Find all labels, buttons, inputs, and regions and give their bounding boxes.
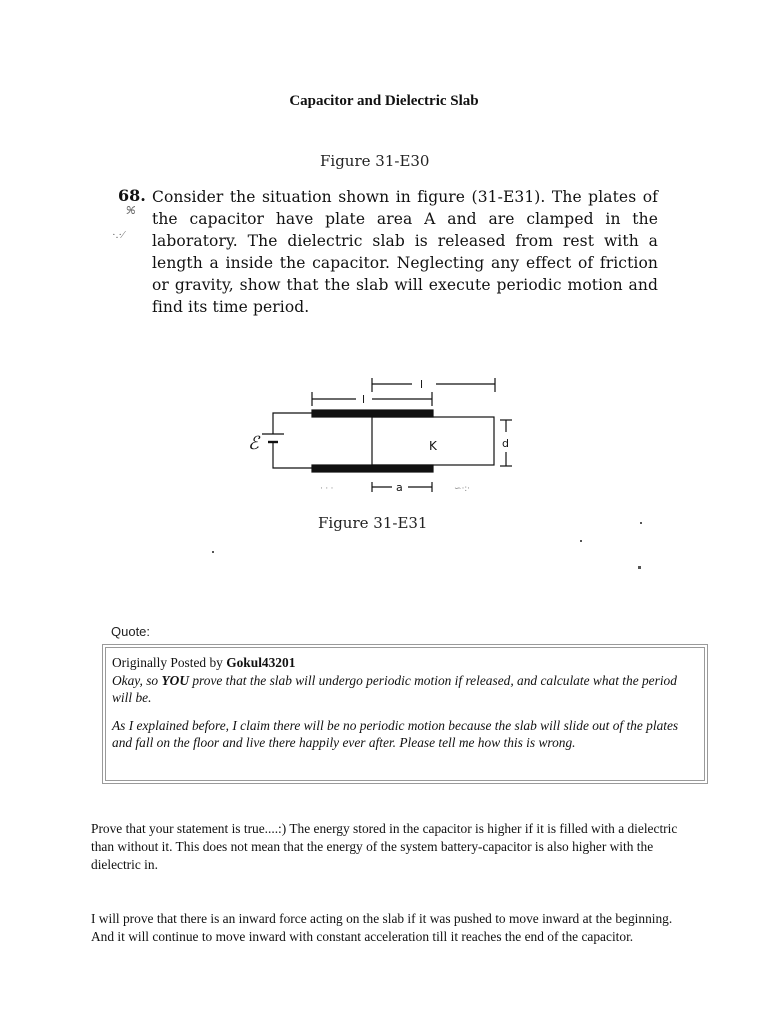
quote-box bbox=[102, 644, 708, 784]
scan-noise: ∽·:· bbox=[454, 483, 471, 493]
quote-label: Quote: bbox=[111, 624, 151, 639]
label-dielectric: K bbox=[429, 439, 437, 453]
problem-number: 68. bbox=[118, 186, 146, 205]
problem-text: Consider the situation shown in figure (31-E31). The plates of the capacitor have plate area A and are clamped in the laboratory. The dielectric slab is released from rest with a length a inside the capacitor. Neglecting any effect of friction or gravity, show that the slab will execute periodic motion and find its time period. bbox=[152, 188, 658, 316]
quote-line-1: Okay, so YOU prove that the slab will undergo periodic motion if released, and calculate what the period will be. bbox=[112, 672, 677, 705]
problem-statement bbox=[118, 186, 658, 318]
quote-line-2: As I explained before, I claim there will be no periodic motion because the slab will slide out of the plates and fall on the floor and live there happily ever after. Please tell me how this is wrong. bbox=[112, 717, 679, 750]
paragraph-1: Prove that your statement is true....:) The energy stored in the capacitor is higher if it is filled with a dielectric than without it. This does not mean that the energy of the system battery-capacitor is also higher with the dielectric in. bbox=[91, 821, 678, 872]
paragraph-2: I will prove that there is an inward force acting on the slab if it was pushed to move inward at the beginning. And it will continue to move inward with constant acceleration till it reaches the end of the capacitor. bbox=[91, 911, 673, 944]
label-length-upper: l bbox=[420, 378, 424, 391]
figure-caption: Figure 31-E31 bbox=[318, 514, 428, 532]
label-inserted-length: a bbox=[396, 481, 403, 494]
scan-dot bbox=[212, 551, 214, 553]
quote-attribution: Originally Posted by Gokul43201 bbox=[112, 655, 296, 670]
scan-dot bbox=[640, 522, 642, 524]
quote-author: Gokul43201 bbox=[226, 655, 296, 670]
figure-top-caption: Figure 31-E30 bbox=[320, 152, 430, 170]
upper-plate bbox=[312, 410, 433, 417]
lower-plate bbox=[312, 465, 433, 472]
label-emf: ℰ bbox=[248, 433, 259, 454]
label-length-lower: l bbox=[362, 393, 366, 406]
page-title: Capacitor and Dielectric Slab bbox=[289, 93, 479, 109]
scan-dot bbox=[580, 540, 582, 542]
scan-dot bbox=[638, 566, 641, 569]
label-gap: d bbox=[502, 437, 509, 450]
scan-noise: · · · bbox=[320, 483, 334, 493]
capacitor-diagram bbox=[240, 370, 520, 500]
